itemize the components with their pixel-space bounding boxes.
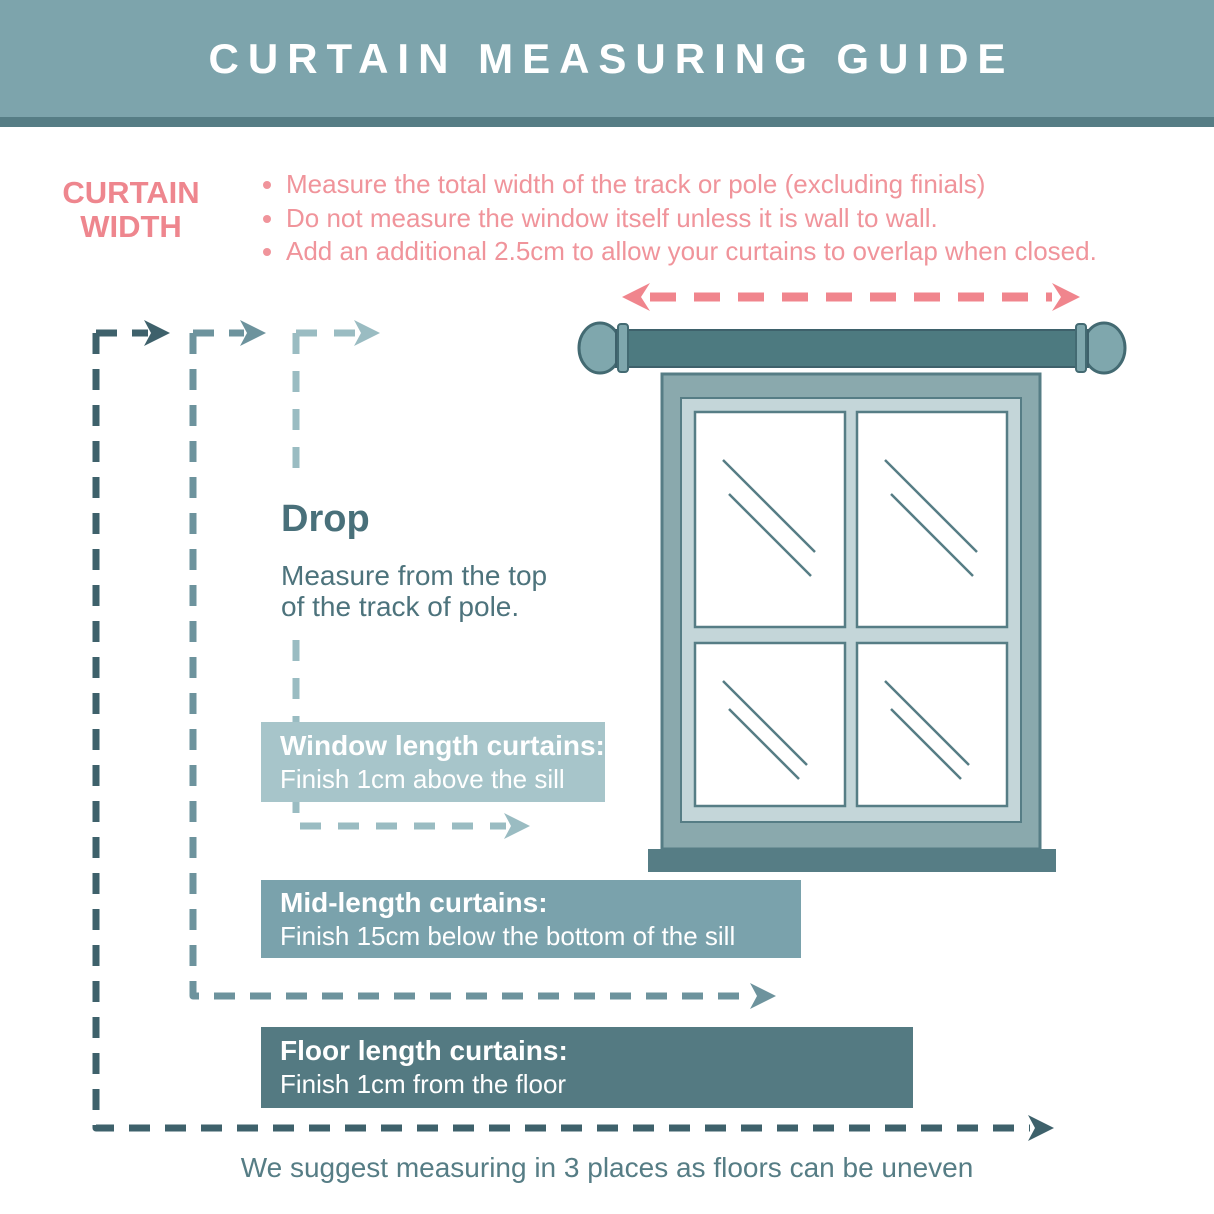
curtain-pole-illustration [579, 323, 1125, 373]
window-sill [648, 849, 1056, 872]
mid-length-title: Mid-length curtains: [280, 886, 548, 918]
mid-length-label [261, 880, 801, 958]
window-length-label [261, 722, 605, 802]
mid-length-subtitle: Finish 15cm below the bottom of the sill [280, 920, 736, 951]
curtain-width-heading: CURTAIN WIDTH [62, 175, 200, 244]
tip-item: • Add an additional 2.5cm to allow your curtains to overlap when closed. [286, 235, 1214, 269]
page-title: CURTAIN MEASURING GUIDE [208, 34, 1015, 82]
drop-heading: Drop [281, 498, 370, 540]
window-illustration [648, 374, 1056, 872]
floor-length-title: Floor length curtains: [280, 1035, 568, 1066]
width-measure-arrow-icon [622, 283, 1080, 311]
drop-description: Measure from the top of the track of pole. [281, 560, 548, 622]
floor-length-subtitle: Finish 1cm from the floor [280, 1069, 567, 1099]
tip-item: • Measure the total width of the track or pole (excluding finials) [286, 168, 1214, 202]
window-length-subtitle: Finish 1cm above the sill [280, 763, 565, 794]
footer-note: We suggest measuring in 3 places as floors can be uneven [240, 1152, 974, 1183]
window-length-title: Window length curtains: [280, 729, 605, 761]
floor-length-label [261, 1027, 913, 1108]
banner-divider [0, 117, 1214, 127]
tip-item: • Do not measure the window itself unless it is wall to wall. [286, 202, 1214, 236]
curtain-width-tips [242, 168, 1214, 269]
header-banner [0, 0, 1214, 117]
